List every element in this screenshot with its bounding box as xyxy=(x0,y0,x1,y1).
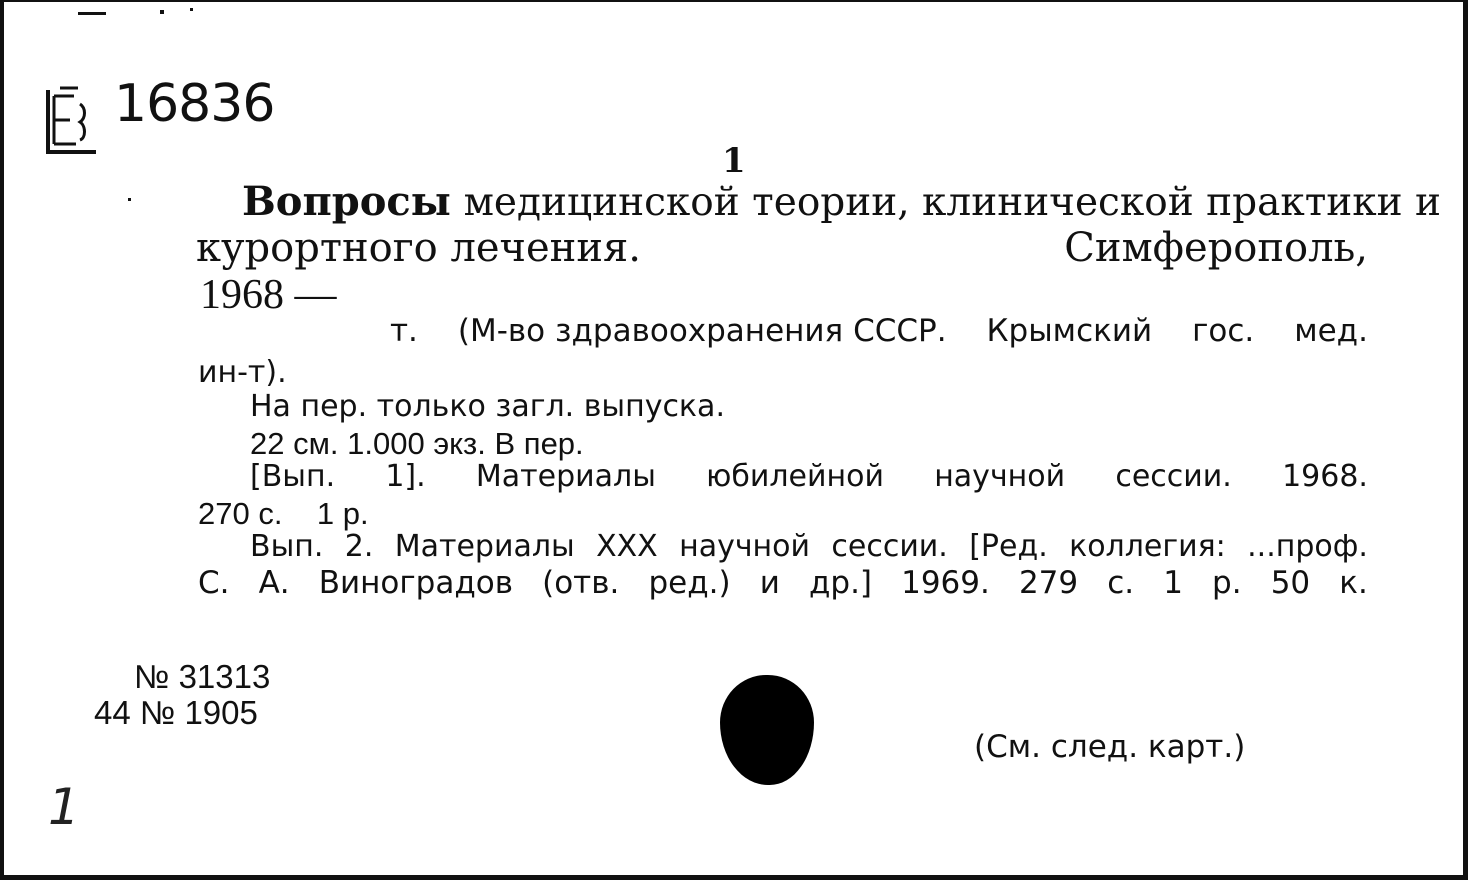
library-stamp-e xyxy=(40,82,102,160)
body-line-1-part: мед. xyxy=(1294,313,1368,349)
ink-speck xyxy=(78,12,106,15)
title-line-2-left: курортного лечения. xyxy=(196,225,641,271)
title-line-3: 1968 — xyxy=(200,272,337,318)
issue-2-line-2-word: 279 xyxy=(1018,565,1079,601)
issue-2-line-2-word: к. xyxy=(1339,565,1368,601)
issue-1-line-2: 270 с. 1 р. xyxy=(198,496,369,531)
issue-2-word: сессии. xyxy=(831,529,948,564)
issue-2-word: ХХХ xyxy=(596,529,658,564)
title-line-1 xyxy=(242,178,1442,225)
issue-2-line-2-word: А. xyxy=(258,565,290,601)
issue-2-line-1 xyxy=(250,529,1368,564)
issue-2-word: [Ред. xyxy=(969,529,1048,564)
issue-1-word: 1968. xyxy=(1282,459,1368,494)
issue-2-line-2-word: 1 xyxy=(1163,565,1183,601)
ink-speck xyxy=(128,198,131,201)
handwritten-call-number: 16836 xyxy=(114,74,275,134)
body-line-2: ин-т). xyxy=(198,355,287,390)
issue-2-line-2-word: С. xyxy=(198,565,230,601)
issue-1-word: сессии. xyxy=(1115,459,1232,494)
issue-2-line-2-word: ред.) xyxy=(648,565,731,601)
title-line-2-right: Симферополь, xyxy=(1064,225,1368,271)
issue-2-line-2-word: 1969. xyxy=(901,565,990,601)
title-line-2 xyxy=(196,225,1368,271)
issue-1-word: Материалы xyxy=(475,459,656,494)
body-line-1-part: (М-во здравоохранения СССР. xyxy=(457,313,947,349)
issue-2-word: ...проф. xyxy=(1247,529,1368,564)
ink-speck xyxy=(190,8,193,11)
note-size-copies: 22 см. 1.000 экз. В пер. xyxy=(250,426,584,461)
issue-2-line-2-word: Виноградов xyxy=(318,565,514,601)
title-bold: Вопросы xyxy=(242,178,451,225)
body-line-1-part: Крымский xyxy=(986,313,1153,349)
registration-number-1: № 31313 xyxy=(134,658,271,695)
issue-2-line-2-word: др.] xyxy=(808,565,873,601)
card-hole-blot xyxy=(720,675,814,785)
issue-2-line-2-word: 50 xyxy=(1270,565,1311,601)
issue-2-word: коллегия: xyxy=(1069,529,1226,564)
issue-2-line-2-word: с. xyxy=(1107,565,1135,601)
body-line-1-part: гос. xyxy=(1192,313,1255,349)
issue-2-line-2-word: р. xyxy=(1212,565,1242,601)
card-number: 1 xyxy=(722,141,746,181)
issue-2-word: Вып. xyxy=(250,529,324,564)
issue-2-word: научной xyxy=(679,529,811,564)
issue-2-line-2-word: (отв. xyxy=(542,565,620,601)
issue-2-word: Материалы xyxy=(394,529,575,564)
title-rest: медицинской теории, клинической практики и xyxy=(463,180,1442,225)
registration-number-2: 44 № 1905 xyxy=(94,694,258,731)
issue-2-word: 2. xyxy=(344,529,374,564)
ink-speck xyxy=(160,10,164,14)
body-line-1 xyxy=(390,313,1368,349)
issue-2-line-2-word: и xyxy=(759,565,780,601)
issue-1-word: 1]. xyxy=(385,459,426,494)
issue-1-word: [Вып. xyxy=(250,459,336,494)
note-title-only: На пер. только загл. выпуска. xyxy=(250,389,725,424)
issue-2-line-2 xyxy=(198,565,1368,601)
issue-1-line-1 xyxy=(250,459,1368,494)
issue-1-word: юбилейной xyxy=(706,459,884,494)
handwritten-corner-mark: 1 xyxy=(48,778,80,836)
continued-note: (См. след. карт.) xyxy=(974,729,1246,765)
issue-1-word: научной xyxy=(934,459,1066,494)
body-line-1-part: т. xyxy=(390,313,418,349)
